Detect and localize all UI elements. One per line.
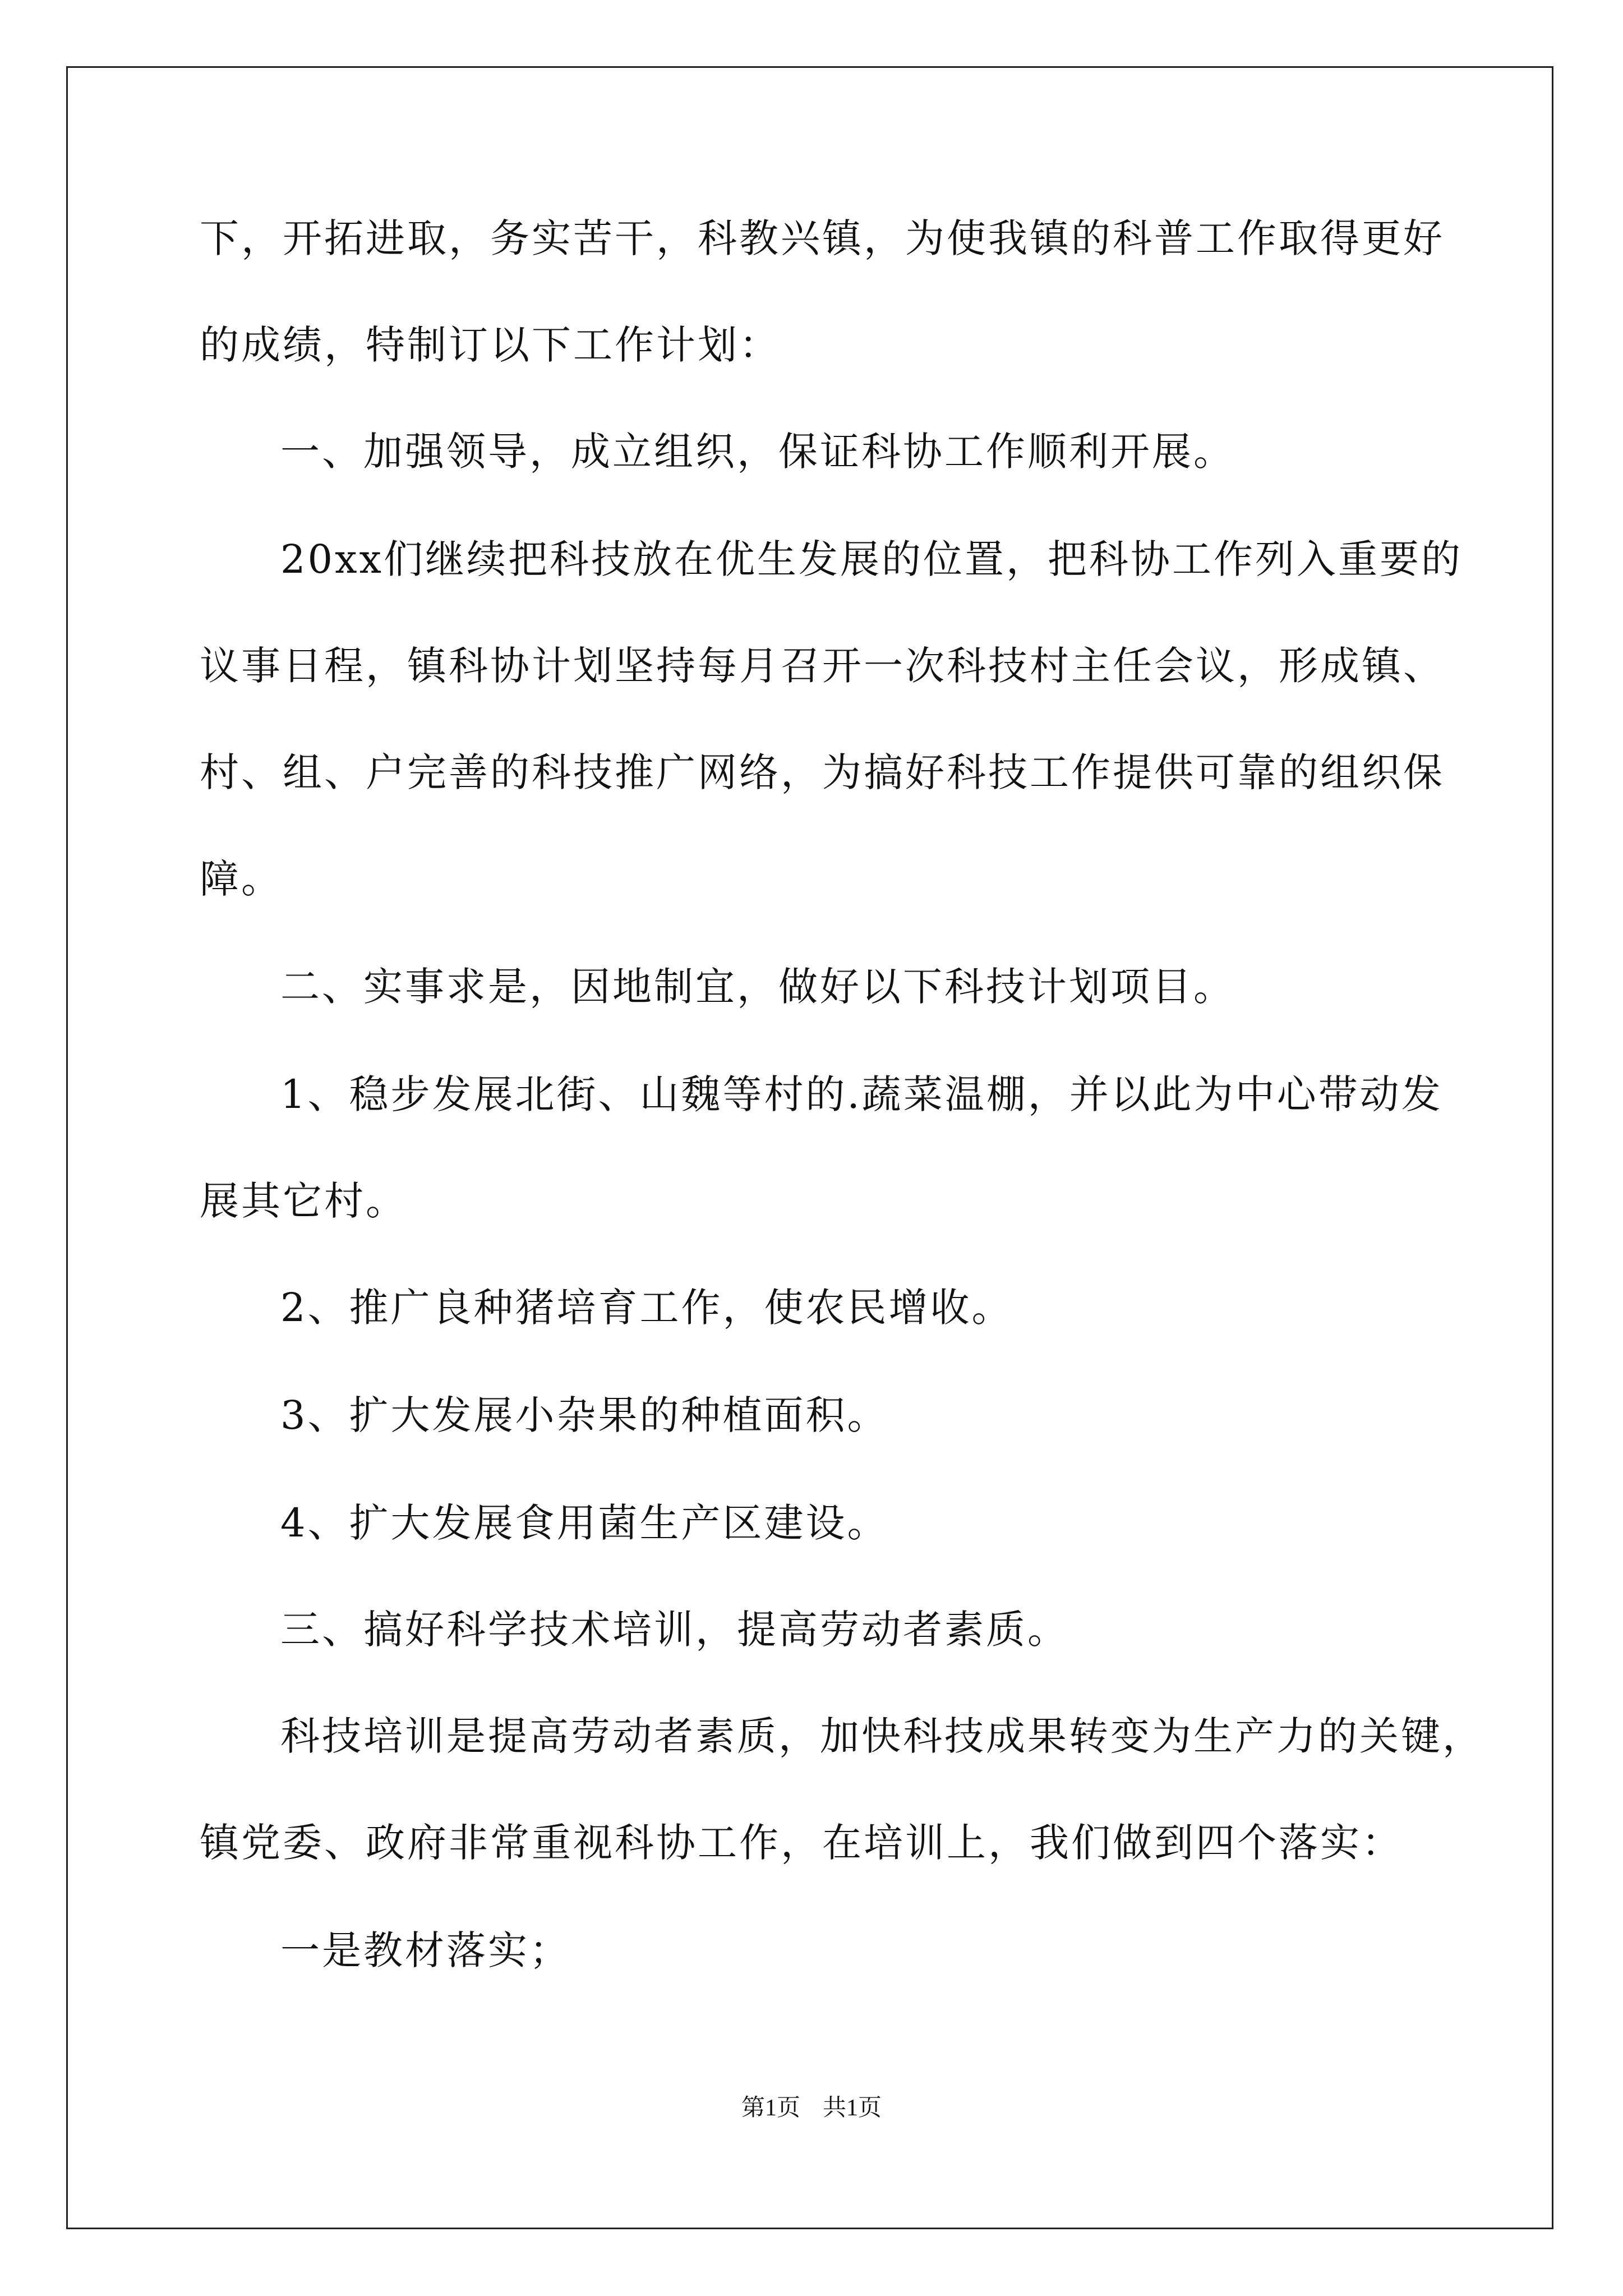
page-border [66, 66, 1553, 2229]
page-footer [0, 2092, 1623, 2124]
section-heading: 三、搞好科学技术培训，提高劳动者素质。 [280, 1607, 1069, 1653]
section-heading: 二、实事求是，因地制宜，做好以下科技计划项目。 [280, 964, 1235, 1010]
list-item: 2、推广良种猪培育工作，使农民增收。 [280, 1285, 1013, 1331]
list-item: 4、扩大发展食用菌生产区建设。 [280, 1500, 889, 1546]
text-line: 障。 [200, 856, 283, 902]
text-line: 20xx们继续把科技放在优生发展的位置，把科协工作列入重要的 [280, 536, 1463, 582]
text-line: 的成绩，特制订以下工作计划： [200, 322, 781, 368]
text-line: 村、组、户完善的科技推广网络，为搞好科技工作提供可靠的组织保 [200, 749, 1445, 795]
page-total: 共1页 [823, 2095, 882, 2121]
text-line: 展其它村。 [200, 1178, 407, 1224]
text-line: 一是教材落实； [280, 1927, 571, 1973]
list-item: 3、扩大发展小杂果的种植面积。 [280, 1392, 889, 1438]
text-line: 镇党委、政府非常重视科协工作，在培训上，我们做到四个落实： [200, 1820, 1403, 1866]
page-number: 第1页 [741, 2095, 800, 2121]
list-item: 1、稳步发展北街、山魏等村的.蔬菜温棚，并以此为中心带动发 [280, 1071, 1443, 1117]
section-heading: 一、加强领导，成立组织，保证科协工作顺利开展。 [280, 429, 1235, 475]
text-line: 下，开拓进取，务实苦干，科教兴镇，为使我镇的科普工作取得更好 [200, 215, 1445, 261]
text-line: 议事日程，镇科协计划坚持每月召开一次科技村主任会议，形成镇、 [200, 643, 1445, 689]
text-line: 科技培训是提高劳动者素质，加快科技成果转变为生产力的关键， [280, 1713, 1484, 1759]
